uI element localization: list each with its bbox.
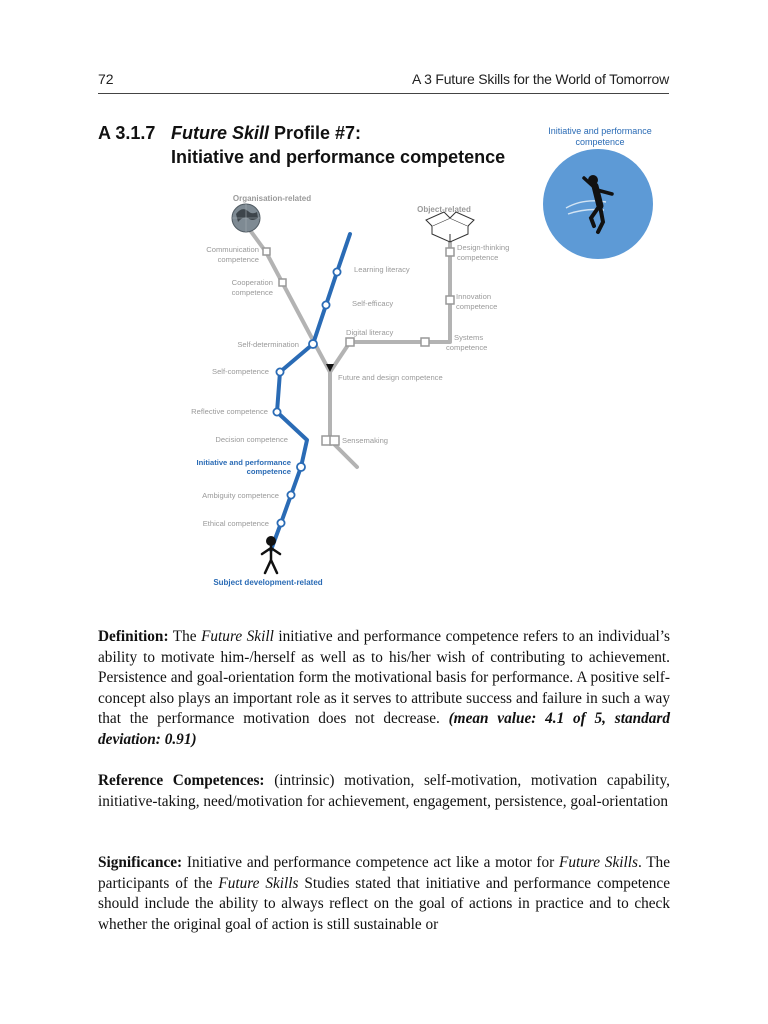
label-design-thinking-2: competence bbox=[457, 253, 499, 262]
title-rest: Profile #7: bbox=[269, 123, 362, 143]
station-ambiguity bbox=[287, 491, 294, 498]
definition-text-2: Future Skill bbox=[201, 628, 274, 645]
label-digital-literacy: Digital literacy bbox=[346, 328, 394, 337]
significance-text-3: . The participants of the bbox=[98, 854, 670, 892]
label-communication-2: competence bbox=[217, 255, 259, 264]
station-self-competence bbox=[276, 368, 283, 375]
station-systems bbox=[421, 338, 429, 346]
label-design-thinking-1: Design-thinking bbox=[457, 243, 510, 252]
station-learning-literacy bbox=[333, 268, 340, 275]
significance-paragraph bbox=[98, 853, 670, 935]
station-communication bbox=[263, 248, 270, 255]
label-cooperation-2: competence bbox=[231, 288, 273, 297]
label-sensemaking: Sensemaking bbox=[342, 436, 389, 445]
label-future-design: Future and design competence bbox=[338, 373, 443, 382]
significance-text-2: Future Skills bbox=[559, 854, 638, 871]
globe-icon bbox=[232, 204, 260, 232]
label-innovation-2: competence bbox=[456, 302, 498, 311]
station-cooperation bbox=[279, 279, 286, 286]
reference-label: Reference Competences: bbox=[98, 772, 265, 789]
station-initiative-performance bbox=[297, 463, 305, 471]
page-header bbox=[98, 68, 669, 94]
label-self-competence: Self-competence bbox=[212, 367, 269, 376]
reference-paragraph bbox=[98, 771, 670, 812]
definition-paragraph bbox=[98, 627, 670, 751]
station-decision-sensemaking-b bbox=[330, 436, 339, 445]
station-self-efficacy bbox=[322, 301, 329, 308]
section-number: A 3.1.7 bbox=[98, 123, 156, 143]
significance-text-4: Future Skills bbox=[218, 874, 299, 892]
label-decision: Decision competence bbox=[215, 435, 288, 444]
station-design-thinking bbox=[446, 248, 454, 256]
title-italic: Future Skill bbox=[171, 123, 270, 143]
label-self-determination: Self-determination bbox=[237, 340, 299, 349]
definition-text-1: The bbox=[168, 628, 202, 645]
line-label-organisation: Organisation-related bbox=[232, 194, 312, 203]
label-self-efficacy: Self-efficacy bbox=[352, 299, 394, 308]
label-initiative-1: Initiative and performance bbox=[196, 458, 291, 467]
header-rule bbox=[98, 93, 669, 94]
definition-text-3: initiative and performance competence refers to an individual’s ability to motivate him-/herself as well as to his/her wish of contributing to achievement. Persistence and goal-orientation form the motivational basis for performance. A positive self-concept also plays an important role as it serves to attribute success and failure in such a way that the performance motivation does not decrease. bbox=[98, 628, 671, 728]
label-initiative-2: competence bbox=[246, 467, 291, 476]
label-ambiguity: Ambiguity competence bbox=[202, 491, 279, 500]
label-systems-2: competence bbox=[446, 343, 488, 352]
line-label-object: Object-related bbox=[417, 205, 471, 214]
standing-person-icon bbox=[262, 536, 280, 573]
definition-label: Definition: bbox=[98, 628, 169, 645]
running-title: A 3 Future Skills for the World of Tomorrow bbox=[412, 71, 669, 87]
label-systems-1: Systems bbox=[454, 333, 484, 342]
station-innovation bbox=[446, 296, 454, 304]
badge-label-2: competence bbox=[575, 137, 625, 147]
title-line-2: Initiative and performance competence bbox=[171, 147, 506, 167]
label-cooperation-1: Cooperation bbox=[231, 278, 273, 287]
label-learning-literacy: Learning literacy bbox=[354, 265, 410, 274]
station-ethical bbox=[277, 519, 284, 526]
definition-stats: (mean value: 4.1 of 5, standard deviation: 0.91) bbox=[98, 710, 670, 748]
label-reflective: Reflective competence bbox=[191, 407, 268, 416]
competence-metro-diagram bbox=[170, 122, 670, 592]
page-number: 72 bbox=[98, 71, 114, 87]
label-innovation-1: Innovation bbox=[456, 292, 492, 301]
reference-text: (intrinsic) motivation, self-motivation, motivation capability, initiative-taking, need/motivation for achievement, engagement, persistence, goal-orientation bbox=[98, 772, 670, 810]
station-digital-literacy bbox=[346, 338, 354, 346]
significance-text-5: Studies stated that initiative and performance competence should include the ability to always reflect on the goal of actions in practice and to check whether the original goal of action is still sustainable or bbox=[98, 874, 671, 933]
initiative-badge bbox=[543, 149, 653, 259]
badge-label-1: Initiative and performance bbox=[548, 126, 652, 136]
station-reflective bbox=[273, 408, 280, 415]
label-communication-1: Communication bbox=[206, 245, 259, 254]
label-ethical: Ethical competence bbox=[202, 519, 269, 528]
significance-label: Significance: bbox=[98, 854, 183, 871]
line-label-subject: Subject development-related bbox=[213, 578, 323, 587]
significance-text-1: Initiative and performance competence act like a motor for bbox=[182, 854, 559, 871]
box-icon bbox=[426, 212, 474, 242]
station-self-determination bbox=[309, 340, 317, 348]
